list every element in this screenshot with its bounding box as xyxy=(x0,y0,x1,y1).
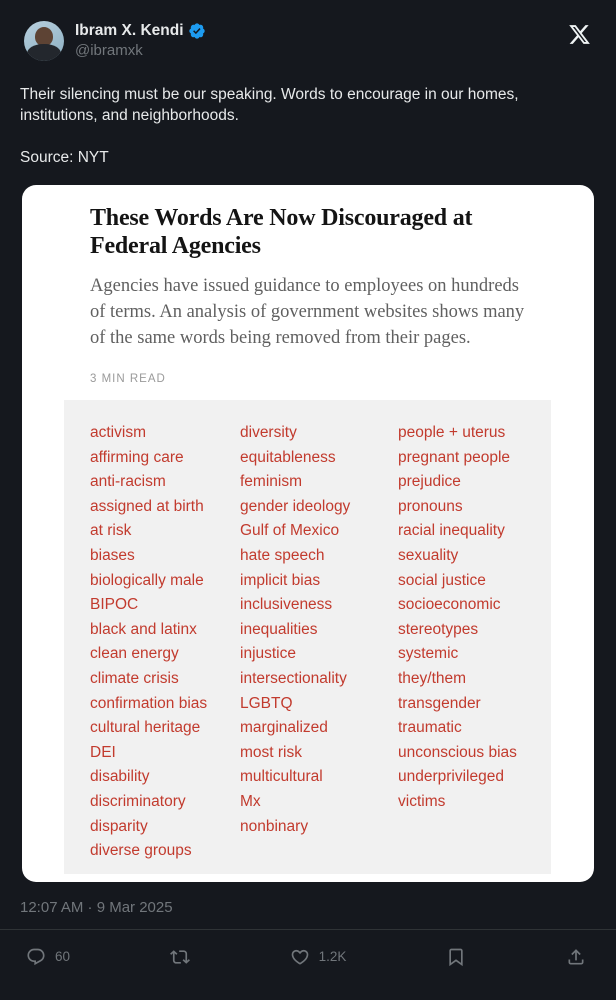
like-count: 1.2K xyxy=(318,949,347,965)
repost-button[interactable] xyxy=(166,941,194,973)
discouraged-word: BIPOC xyxy=(90,596,139,614)
discouraged-word: assigned at birth xyxy=(90,497,204,515)
discouraged-word: implicit bias xyxy=(240,571,321,589)
discouraged-word: marginalized xyxy=(240,719,328,737)
discouraged-word: equitableness xyxy=(240,448,336,466)
discouraged-word: confirmation bias xyxy=(90,694,208,712)
display-name[interactable]: Ibram X. Kendi xyxy=(75,22,184,39)
user-handle[interactable]: @ibramxk xyxy=(75,42,143,59)
discouraged-word: biologically male xyxy=(90,571,204,589)
discouraged-word: feminism xyxy=(240,473,303,491)
discouraged-word: discriminatory xyxy=(90,792,186,810)
x-logo-icon[interactable] xyxy=(568,23,591,46)
discouraged-word: DEI xyxy=(90,743,116,761)
discouraged-word: racial inequality xyxy=(398,522,505,540)
discouraged-word: sexuality xyxy=(398,546,459,564)
discouraged-word: climate crisis xyxy=(90,669,179,687)
tweet-header xyxy=(0,0,616,61)
article-image-card[interactable] xyxy=(22,185,594,882)
like-icon xyxy=(290,947,310,967)
article-headline: These Words Are Now Discouraged at Federal Agencies xyxy=(90,205,473,259)
verified-badge-icon xyxy=(188,22,206,40)
discouraged-word: clean energy xyxy=(90,645,179,663)
discouraged-word: biases xyxy=(90,546,135,564)
discouraged-word: nonbinary xyxy=(240,817,309,835)
user-block xyxy=(75,21,206,59)
discouraged-word: Mx xyxy=(240,792,261,810)
name-row xyxy=(75,22,206,40)
reply-icon xyxy=(26,947,46,967)
avatar[interactable] xyxy=(24,21,64,61)
reply-count: 60 xyxy=(55,949,71,965)
discouraged-word: traumatic xyxy=(398,719,462,737)
discouraged-word: pronouns xyxy=(398,497,463,515)
discouraged-word: cultural heritage xyxy=(90,719,201,737)
discouraged-word: affirming care xyxy=(90,448,184,466)
discouraged-word: people + uterus xyxy=(398,424,506,441)
discouraged-word: prejudice xyxy=(398,473,461,491)
discouraged-word: underprivileged xyxy=(398,768,504,786)
article-read-time: 3 MIN READ xyxy=(90,373,166,385)
discouraged-word: stereotypes xyxy=(398,620,479,638)
discouraged-words-box xyxy=(64,400,551,874)
discouraged-word: hate speech xyxy=(240,546,325,564)
action-bar xyxy=(0,929,616,973)
like-button[interactable] xyxy=(286,941,351,973)
article-subtitle: Agencies have issued guidance to employees on hundreds of terms. An analysis of government websites shows many of the same words being removed from their pages. xyxy=(90,276,525,348)
timestamp[interactable]: 12:07 AM · 9 Mar 2025 xyxy=(20,898,173,916)
discouraged-word: unconscious bias xyxy=(398,743,517,761)
share-button[interactable] xyxy=(562,941,590,973)
discouraged-word: disability xyxy=(90,768,150,786)
repost-icon xyxy=(170,947,190,967)
discouraged-word: injustice xyxy=(240,645,296,663)
discouraged-word: they/them xyxy=(398,669,467,687)
discouraged-word: diversity xyxy=(240,424,297,441)
tweet-text-source: Source: NYT xyxy=(20,149,109,166)
words-column-2 xyxy=(240,421,398,864)
avatar-photo-body xyxy=(27,44,61,61)
discouraged-word: systemic xyxy=(398,645,459,663)
discouraged-word: pregnant people xyxy=(398,448,511,466)
discouraged-word: disparity xyxy=(90,817,148,835)
discouraged-word: diverse groups xyxy=(90,842,192,860)
discouraged-word: LGBTQ xyxy=(240,694,293,712)
tweet-text-main: Their silencing must be our speaking. Words to encourage in our homes, institutions, and neighborhoods. xyxy=(20,86,519,124)
bookmark-button[interactable] xyxy=(442,941,470,973)
tweet-text xyxy=(0,84,616,168)
share-icon xyxy=(566,947,586,967)
discouraged-word: transgender xyxy=(398,694,481,712)
discouraged-word: victims xyxy=(398,792,446,810)
discouraged-word: black and latinx xyxy=(90,620,197,638)
discouraged-word: most risk xyxy=(240,743,302,761)
discouraged-word: social justice xyxy=(398,571,486,589)
bookmark-icon xyxy=(446,947,466,967)
discouraged-word: at risk xyxy=(90,522,132,540)
discouraged-word: inclusiveness xyxy=(240,596,333,614)
discouraged-word: Gulf of Mexico xyxy=(240,522,340,540)
reply-button[interactable] xyxy=(22,941,74,973)
words-column-3 xyxy=(398,421,545,864)
words-column-1 xyxy=(90,421,240,864)
discouraged-word: inequalities xyxy=(240,620,318,638)
discouraged-word: activism xyxy=(90,424,146,441)
discouraged-word: multicultural xyxy=(240,768,323,786)
article-text-block xyxy=(22,185,594,385)
discouraged-word: intersectionality xyxy=(240,669,347,687)
discouraged-word: anti-racism xyxy=(90,473,166,491)
discouraged-word: socioeconomic xyxy=(398,596,501,614)
discouraged-word: gender ideology xyxy=(240,497,351,515)
